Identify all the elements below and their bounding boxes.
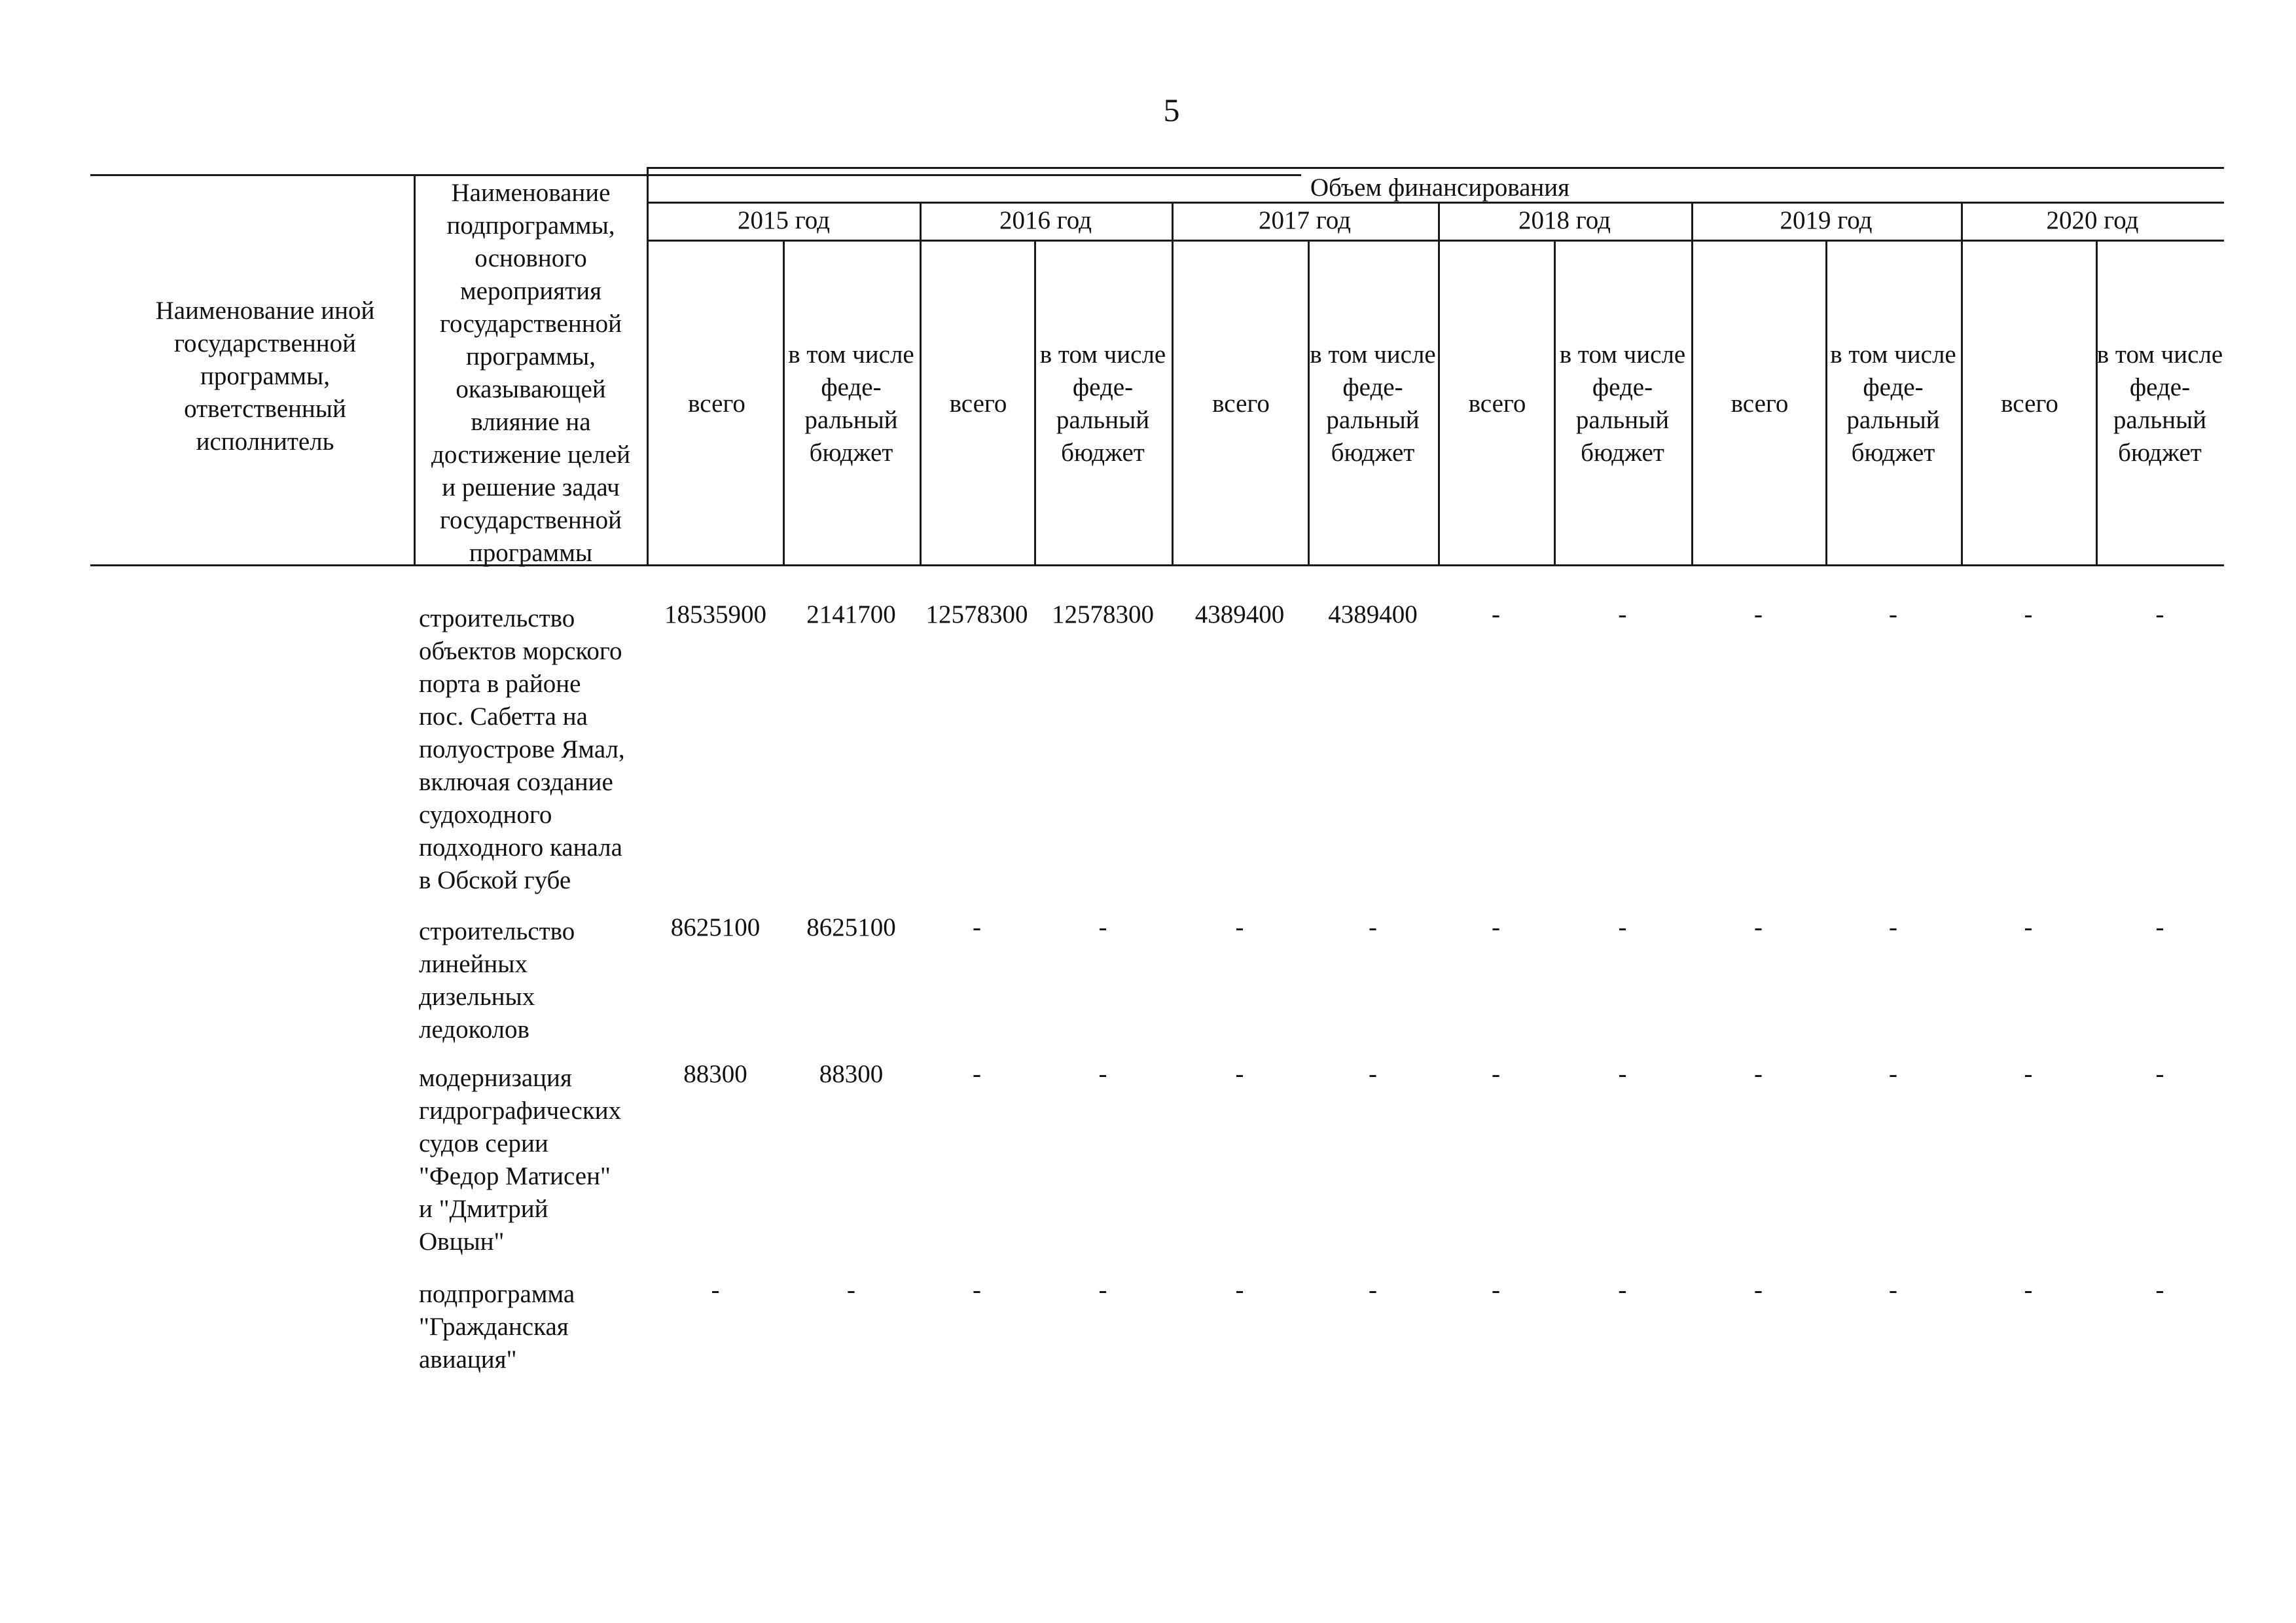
row-value: - <box>1235 1060 1244 1088</box>
page-number: 5 <box>1163 92 1180 128</box>
header-funding-title: Объем финансирования <box>1310 173 1570 202</box>
header-program-column: Наименование иной государственной программы, ответственный исполнитель <box>155 297 375 456</box>
row-value: - <box>1754 1276 1763 1304</box>
header-bottom-rule <box>90 564 2224 566</box>
subheader-total: всего <box>949 390 1007 418</box>
row-value: - <box>1889 913 1897 941</box>
row-value: - <box>1492 913 1500 941</box>
subheader-row-rule <box>647 240 2224 242</box>
subheader-federal: в том числе феде- ральный бюджет <box>1559 340 1686 467</box>
row-value: - <box>1369 1276 1377 1304</box>
row-name: подпрограмма "Гражданская авиация" <box>419 1280 575 1374</box>
row-value: 12578300 <box>925 600 1028 629</box>
subheader-federal: в том числе феде- ральный бюджет <box>1310 340 1436 467</box>
row-name: строительство линейных дизельных ледоколов <box>419 917 575 1044</box>
row-value: - <box>2024 1060 2033 1088</box>
row-value: - <box>1492 1060 1500 1088</box>
header-subprogram-column: Наименование подпрограммы, основного мероприятия государственной программы, оказывающей влияние на достижение целей и решение задач государственной программы <box>431 179 630 567</box>
row-value: - <box>1889 1276 1897 1304</box>
table-top-rule-right <box>647 167 2224 169</box>
row-value: - <box>711 1276 720 1304</box>
row-value: - <box>1098 1276 1107 1304</box>
row-value: - <box>1235 1276 1244 1304</box>
row-value: - <box>1369 1060 1377 1088</box>
row-value: 88300 <box>683 1060 747 1088</box>
row-value: - <box>1889 600 1897 629</box>
col-divider-program <box>414 174 416 566</box>
row-value: - <box>973 1060 981 1088</box>
row-value: - <box>2024 1276 2033 1304</box>
row-value: - <box>1618 913 1627 941</box>
row-value: - <box>1889 1060 1897 1088</box>
row-value: 12578300 <box>1052 600 1154 629</box>
year-header: 2020 год <box>2046 206 2139 234</box>
row-value: - <box>1754 913 1763 941</box>
row-value: - <box>1098 1060 1107 1088</box>
row-value: - <box>1369 913 1377 941</box>
row-value: - <box>973 913 981 941</box>
row-value: - <box>2155 913 2164 941</box>
row-value: - <box>2155 600 2164 629</box>
subheader-federal: в том числе феде- ральный бюджет <box>788 340 914 467</box>
row-value: - <box>1492 600 1500 629</box>
year-header: 2018 год <box>1518 206 1611 234</box>
subheader-total: всего <box>1731 390 1789 418</box>
row-value: 4389400 <box>1194 600 1285 629</box>
table-top-rule-left <box>90 174 1301 176</box>
row-value: - <box>1235 913 1244 941</box>
row-value: - <box>1098 913 1107 941</box>
subheader-federal: в том числе феде- ральный бюджет <box>1039 340 1166 467</box>
year-header: 2017 год <box>1259 206 1351 234</box>
row-value: - <box>1492 1276 1500 1304</box>
subheader-federal: в том числе феде- ральный бюджет <box>2096 340 2223 467</box>
subheader-total: всего <box>1212 390 1270 418</box>
row-value: 8625100 <box>670 913 761 941</box>
subheader-total: всего <box>688 390 745 418</box>
subheader-federal: в том числе феде- ральный бюджет <box>1830 340 1956 467</box>
row-value: - <box>2024 913 2033 941</box>
row-value: - <box>1618 1060 1627 1088</box>
row-value: 88300 <box>819 1060 884 1088</box>
row-value: 18535900 <box>664 600 766 629</box>
row-value: - <box>1618 600 1627 629</box>
row-value: - <box>2155 1276 2164 1304</box>
year-header: 2015 год <box>738 206 830 234</box>
row-value: 4389400 <box>1328 600 1418 629</box>
row-value: - <box>2024 600 2033 629</box>
row-value: - <box>973 1276 981 1304</box>
row-value: 2141700 <box>806 600 896 629</box>
row-value: - <box>2155 1060 2164 1088</box>
row-value: - <box>847 1276 855 1304</box>
row-name: строительство объектов морского порта в районе пос. Сабетта на полуострове Ямал, включая создание судоходного подходного канала в Обской губе <box>419 604 625 894</box>
year-header: 2019 год <box>1780 206 1873 234</box>
year-header: 2016 год <box>999 206 1092 234</box>
row-name: модернизация гидрографических судов серии "Федор Матисен" и "Дмитрий Овцын" <box>419 1064 622 1256</box>
subheader-total: всего <box>1468 390 1526 418</box>
row-value: 8625100 <box>806 913 896 941</box>
row-value: - <box>1618 1276 1627 1304</box>
row-value: - <box>1754 1060 1763 1088</box>
subheader-total: всего <box>2001 390 2058 418</box>
row-value: - <box>1754 600 1763 629</box>
